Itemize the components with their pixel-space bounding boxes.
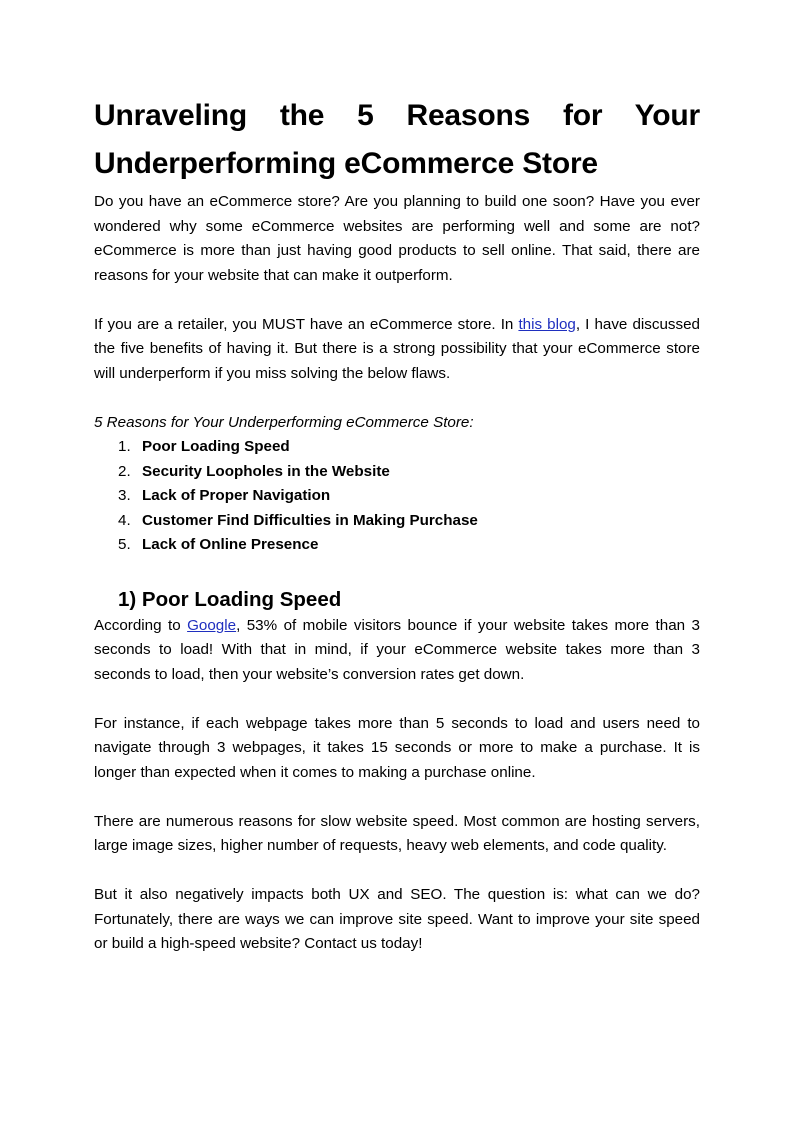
title-line-1: Unraveling the 5 Reasons for Your	[94, 99, 700, 132]
list-item-label: Customer Find Difficulties in Making Purchase	[142, 511, 478, 529]
google-text-after: , 53% of mobile visitors bounce if your website takes more than 3 seconds to load! With that in mind, if your eCommerce website takes more than 3 seconds to load, then your website’s conversion rates get down.	[94, 616, 700, 683]
section1-paragraph-1	[94, 614, 700, 688]
list-item	[94, 509, 700, 534]
retailer-paragraph	[94, 313, 700, 387]
list-item	[94, 435, 700, 460]
retailer-text-before: If you are a retailer, you MUST have an eCommerce store. In	[94, 315, 519, 333]
document-page	[94, 92, 700, 981]
list-item	[94, 484, 700, 509]
list-item-label: Poor Loading Speed	[142, 438, 290, 455]
reasons-list	[94, 435, 700, 558]
section1-paragraph-2: For instance, if each webpage takes more than 5 seconds to load and users need to navigate through 3 webpages, it takes 15 seconds or more to make a purchase. It is longer than expected when it comes to making a purchase online.	[94, 714, 700, 781]
google-text-before: According to	[94, 616, 188, 634]
list-item-number: 3.	[118, 487, 131, 504]
intro-paragraph: Do you have an eCommerce store? Are you planning to build one soon? Have you ever wondered why some eCommerce websites are performing well and some are not? eCommerce is more than just having good products to sell online. That said, there are reasons for your website that can make it outperform.	[94, 193, 700, 284]
title-line-2: Underperforming eCommerce Store	[94, 147, 598, 180]
list-item	[94, 533, 700, 558]
retailer-text-after: , I have discussed the five benefits of having it. But there is a strong possibility that your eCommerce store will underperform if you miss solving the below flaws.	[94, 315, 700, 382]
list-item-number: 4.	[118, 511, 131, 529]
this-blog-link[interactable]: this blog	[518, 315, 576, 333]
section-heading-poor-loading-speed: 1) Poor Loading Speed	[118, 587, 342, 611]
reasons-list-heading: 5 Reasons for Your Underperforming eCommerce Store:	[94, 413, 474, 431]
google-link[interactable]: Google	[187, 616, 237, 634]
list-item	[94, 460, 700, 485]
page-title	[94, 92, 700, 188]
list-item-number: 1.	[118, 438, 131, 455]
list-item-label: Security Loopholes in the Website	[142, 462, 390, 480]
list-item-label: Lack of Proper Navigation	[142, 487, 331, 504]
section1-paragraph-3: There are numerous reasons for slow website speed. Most common are hosting servers, large image sizes, higher number of requests, heavy web elements, and code quality.	[94, 812, 700, 854]
list-item-number: 5.	[118, 536, 131, 553]
section1-paragraph-4: But it also negatively impacts both UX and SEO. The question is: what can we do? Fortunately, there are ways we can improve site speed. Want to improve your site speed or build a high-speed website? Contact us today!	[94, 886, 700, 952]
list-item-number: 2.	[118, 462, 131, 480]
list-item-label: Lack of Online Presence	[142, 536, 319, 553]
